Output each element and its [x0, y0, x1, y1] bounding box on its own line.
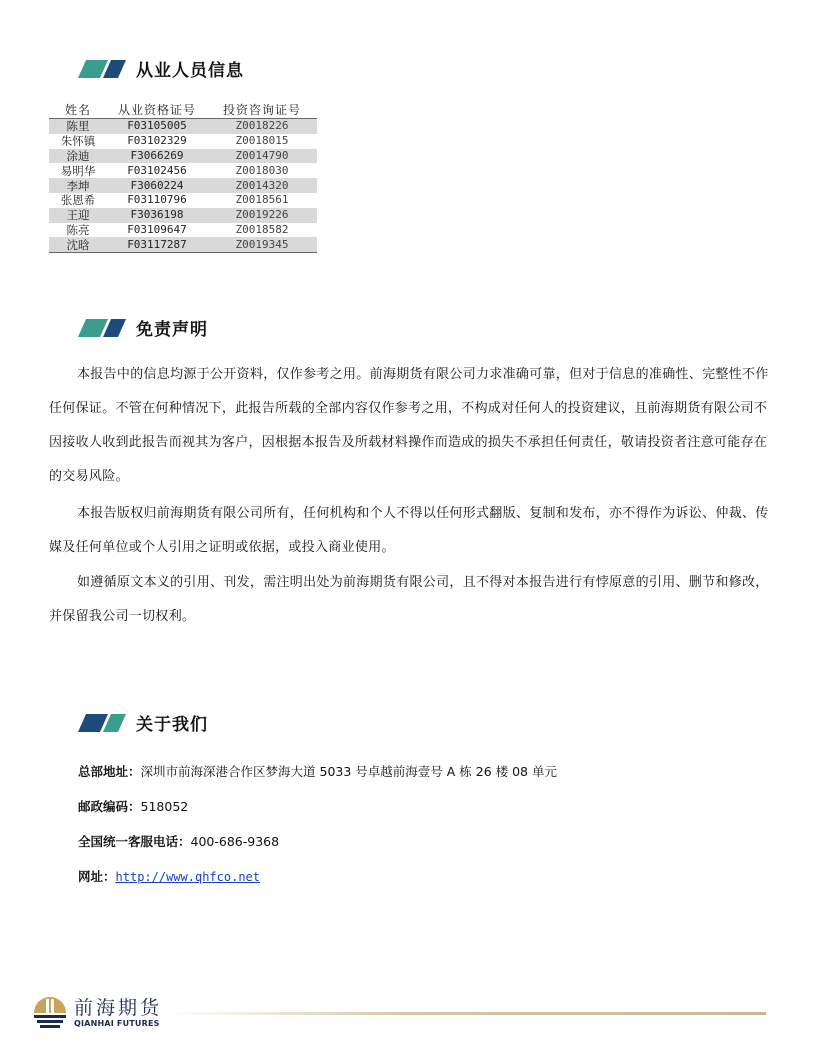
footer-logo: [30, 993, 162, 1031]
qualification-id: F03105005: [107, 119, 207, 134]
qualification-id: F3060224: [107, 178, 207, 193]
qualification-id: F3066269: [107, 149, 207, 164]
section-title: 免责声明: [136, 320, 208, 340]
section-marker-icon: [78, 319, 126, 337]
staff-name: 王迎: [49, 208, 107, 223]
table-row: [49, 134, 317, 149]
brand-name-en: QIANHAI FUTURES: [74, 1018, 160, 1028]
qualification-id: F03102329: [127, 134, 187, 148]
website-line: [78, 867, 260, 885]
staff-table: [49, 101, 317, 253]
consulting-id: Z0014790: [207, 149, 317, 164]
postcode-value: 518052: [140, 799, 189, 814]
qualification-id: F03109647: [127, 222, 187, 236]
section-marker-icon: [78, 60, 126, 78]
staff-name: 易明华: [60, 163, 96, 178]
table-row: [49, 237, 317, 252]
column-header-name: 姓名: [49, 101, 107, 119]
table-row: [49, 149, 317, 164]
section-marker-icon: [78, 714, 126, 732]
section-title: 从业人员信息: [136, 61, 244, 81]
table-row: [49, 193, 317, 208]
postcode-line: [78, 797, 188, 815]
about-section-heading: [78, 710, 208, 735]
table-row: [49, 223, 317, 238]
qualification-id: F03102456: [127, 163, 187, 177]
disclaimer-paragraph: 如遵循原文本义的引用、刊发，需注明出处为前海期货有限公司，且不得对本报告进行有悖原意的引用、删节和修改，并保留我公司一切权利。: [49, 575, 769, 624]
staff-name: 陈里: [49, 119, 107, 134]
website-label: 网址：: [78, 869, 116, 884]
staff-name: 李坤: [49, 178, 107, 193]
staff-name: 沈晗: [49, 237, 107, 252]
disclaimer-section-heading: [78, 315, 208, 340]
table-header-row: [49, 101, 317, 119]
staff-section-heading: [78, 56, 244, 81]
postcode-label: 邮政编码：: [78, 799, 141, 814]
address-line: [78, 762, 557, 780]
website-link[interactable]: http://www.qhfco.net: [115, 870, 261, 884]
footer-divider: [168, 1012, 766, 1015]
address-label: 总部地址：: [78, 764, 141, 779]
disclaimer-paragraph: 本报告版权归前海期货有限公司所有，任何机构和个人不得以任何形式翻版、复制和发布，亦不得作为诉讼、仲裁、传媒及任何单位或个人引用之证明或依据，或投入商业使用。: [49, 506, 769, 555]
section-title: 关于我们: [136, 715, 208, 735]
consulting-id: Z0018582: [235, 222, 289, 236]
table-row: [49, 208, 317, 223]
company-emblem-icon: [30, 993, 70, 1031]
table-row: [49, 178, 317, 193]
qualification-id: F03110796: [127, 193, 187, 207]
consulting-id: Z0018226: [207, 119, 317, 134]
column-header-qualification-id: 从业资格证号: [107, 101, 207, 119]
consulting-id: Z0019226: [207, 208, 317, 223]
consulting-id: Z0014320: [207, 178, 317, 193]
brand-text: [74, 997, 162, 1028]
hotline-value: 400-686-9368: [190, 834, 280, 849]
qualification-id: F03117287: [107, 237, 207, 252]
disclaimer-paragraph: 本报告中的信息均源于公开资料，仅作参考之用。前海期货有限公司力求准确可靠，但对于信息的准确性、完整性不作任何保证。不管在何种情况下，此报告所载的全部内容仅作参考之用，不构成对任何人的投资建议，且前海期货有限公司不因接收人收到此报告而视其为客户，因根据本报告及所载材料操作而造成的损失不承担任何责任，敬请投资者注意可能存在的交易风险。: [49, 367, 769, 484]
consulting-id: Z0019345: [207, 237, 317, 252]
consulting-id: Z0018015: [235, 134, 289, 148]
consulting-id: Z0018030: [235, 163, 289, 177]
staff-name: 张恩希: [60, 193, 96, 208]
qualification-id: F3036198: [107, 208, 207, 223]
table-row: [49, 119, 317, 134]
table-row: [49, 163, 317, 178]
column-header-consulting-id: 投资咨询证号: [207, 101, 317, 119]
consulting-id: Z0018561: [235, 193, 289, 207]
staff-name: 涂迪: [49, 149, 107, 164]
staff-name: 朱怀镇: [60, 134, 96, 149]
address-value: 深圳市前海深港合作区梦海大道 5033 号卓越前海壹号 A 栋 26 楼 08 单元: [140, 764, 557, 779]
hotline-label: 全国统一客服电话：: [78, 834, 191, 849]
brand-name-cn: 前海期货: [74, 996, 163, 1019]
hotline-line: [78, 832, 279, 850]
staff-name: 陈亮: [66, 222, 90, 237]
